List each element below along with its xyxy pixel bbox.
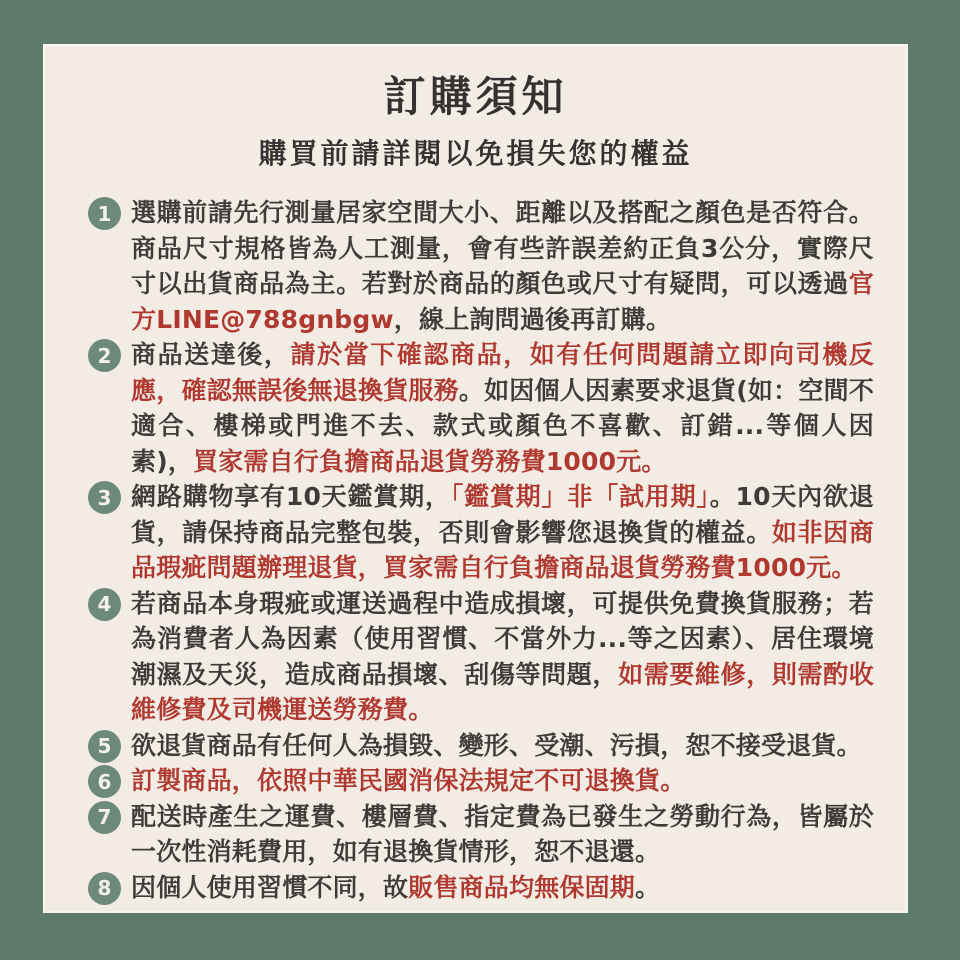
notice-item	[88, 195, 874, 337]
notice-header	[45, 46, 906, 173]
page-title: 訂購須知	[383, 72, 568, 121]
notice-text-highlight: 訂製商品，依照中華民國消保法規定不可退換貨。	[131, 766, 686, 795]
notice-number-badge: 7	[88, 801, 121, 834]
notice-number-badge: 2	[88, 339, 121, 372]
notice-item	[88, 337, 874, 479]
page-subtitle: 購買前請詳閱以免損失您的權益	[258, 137, 693, 170]
notice-number-badge: 6	[88, 765, 121, 798]
notice-number-badge: 1	[88, 197, 121, 230]
notice-number-badge: 3	[88, 481, 121, 514]
notice-text	[131, 195, 874, 337]
notice-text-segment: 選購前請先行測量居家空間大小、距離以及搭配之顏色是否符合。商品尺寸規格皆為人工測量，會有些許誤差約正負3公分，實際尺寸以出貨商品為主。若對於商品的顏色或尺寸有疑問，可以透過	[131, 198, 874, 298]
notice-text-highlight: 「鑑賞期」非「試用期」	[450, 482, 710, 511]
notice-text-segment: ，線上詢問過後再訂購。	[393, 304, 672, 334]
notice-item	[88, 799, 874, 870]
notice-item	[88, 763, 874, 799]
notice-text	[131, 799, 874, 870]
notice-number-badge: 8	[88, 872, 121, 905]
notice-item	[88, 870, 874, 906]
notice-text-segment: 配送時產生之運費、樓層費、指定費為已發生之勞動行為，皆屬於一次性消耗費用，如有退換貨情形，恕不退還。	[131, 801, 874, 866]
notice-item	[88, 479, 874, 586]
notice-text-segment: 網路購物享有10天鑑賞期，	[131, 482, 451, 511]
notice-text-highlight: 買家需自行負擔商品退貨勞務費1000元。	[193, 446, 667, 476]
notice-text-segment: 。	[635, 872, 661, 902]
notice-number-badge: 5	[88, 730, 121, 763]
notice-text-segment: 。如因個人因素要求退貨(如：空間不適合、樓梯或門進不去、款式或顏色不喜歡、訂錯...等個人因素)，	[131, 375, 874, 476]
notice-text	[131, 337, 874, 479]
notice-text-highlight: 如非因商品瑕疵問題辦理退貨，買家需自行負擔商品退貨勞務費1000元。	[131, 517, 874, 582]
notice-text-segment: 因個人使用習慣不同，故	[131, 872, 409, 902]
notice-panel	[45, 46, 906, 911]
notice-text-highlight: 請於當下確認商品，如有任何問題請立即向司機反應，確認無誤後無退換貨服務	[131, 340, 874, 405]
notice-text-highlight: 官方LINE@788gnbgw	[131, 269, 874, 334]
notice-list	[45, 195, 906, 905]
notice-text-segment: 欲退貨商品有任何人為損毀、變形、受潮、污損，恕不接受退貨。	[131, 730, 862, 760]
notice-number-badge: 4	[88, 588, 121, 621]
notice-text	[131, 763, 685, 799]
notice-text-highlight: 販售商品均無保固期	[408, 872, 636, 902]
notice-text	[131, 728, 862, 764]
notice-text	[131, 586, 874, 728]
notice-item	[88, 586, 874, 728]
notice-text-segment: 若商品本身瑕疵或運送過程中造成損壞，可提供免費換貨服務；若為消費者人為因素（使用習慣、不當外力...等之因素）、居住環境潮濕及天災，造成商品損壞、刮傷等問題，	[131, 588, 874, 689]
notice-text	[131, 479, 874, 586]
notice-text-segment: 商品送達後，	[131, 340, 291, 369]
notice-text	[131, 870, 660, 906]
notice-text-segment: 。10天內欲退貨，請保持商品完整包裝，否則會影響您退換貨的權益。	[131, 482, 874, 547]
notice-item	[88, 728, 874, 764]
notice-text-highlight: 如需要維修，則需酌收維修費及司機運送勞務費。	[131, 659, 874, 724]
